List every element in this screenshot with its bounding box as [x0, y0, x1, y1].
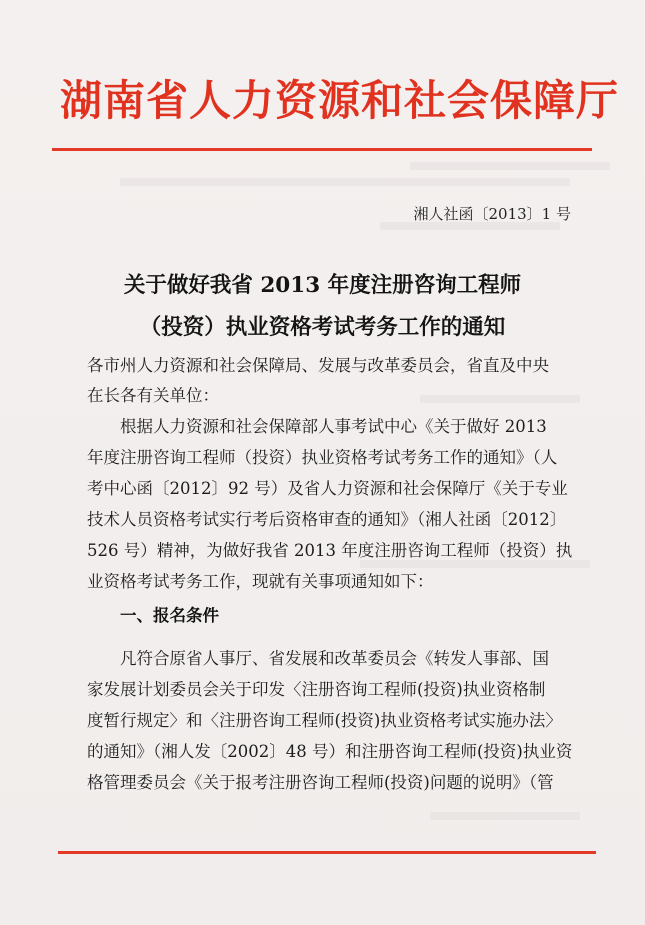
document-number: 湘人社函〔2013〕1 号: [413, 205, 571, 223]
bleed-through-mark: [410, 162, 610, 170]
paragraph-1-line-3: 考中心函〔2012〕92 号）及省人力资源和社会保障厅《关于专业: [87, 479, 568, 498]
paragraph-2-line-4: 的通知》（湘人发〔2002〕48 号）和注册咨询工程师(投资)执业资: [87, 742, 573, 761]
paragraph-1-line-6: 业资格考试考务工作，现就有关事项通知如下：: [87, 572, 434, 591]
bleed-through-mark: [420, 395, 580, 403]
header-red-rule: [52, 148, 592, 151]
document-title-line-2: （投资）执业资格考试考务工作的通知: [139, 315, 506, 340]
issuing-authority-header: 湖南省人力资源和社会保障厅: [60, 76, 620, 125]
paragraph-2-line-1: 凡符合原省人事厅、省发展和改革委员会《转发人事部、国: [120, 649, 549, 668]
footer-red-rule: [58, 851, 596, 854]
document-title-line-1: 关于做好我省 2013 年度注册咨询工程师: [123, 273, 522, 298]
paragraph-1-line-4: 技术人员资格考试实行考后资格审查的通知》（湘人社函〔2012〕: [87, 510, 567, 529]
paragraph-2-line-5: 格管理委员会《关于报考注册咨询工程师(投资)问题的说明》（管: [87, 773, 554, 792]
paragraph-2-line-2: 家发展计划委员会关于印发〈注册咨询工程师(投资)执业资格制: [87, 680, 546, 699]
paragraph-1-line-1: 根据人力资源和社会保障部人事考试中心《关于做好 2013: [120, 417, 547, 436]
bleed-through-mark: [120, 178, 570, 186]
bleed-through-mark: [430, 812, 580, 820]
recipients-line-2: 在长各有关单位：: [87, 386, 219, 405]
paragraph-1-line-5: 526 号）精神，为做好我省 2013 年度注册咨询工程师（投资）执: [87, 541, 573, 560]
section-heading-1: 一、报名条件: [120, 606, 219, 625]
recipients-line-1: 各市州人力资源和社会保障局、发展与改革委员会，省直及中央: [87, 356, 549, 375]
paragraph-1-line-2: 年度注册咨询工程师（投资）执业资格考试考务工作的通知》（人: [87, 448, 558, 467]
paragraph-2-line-3: 度暂行规定〉和〈注册咨询工程师(投资)执业资格考试实施办法〉: [87, 711, 562, 730]
